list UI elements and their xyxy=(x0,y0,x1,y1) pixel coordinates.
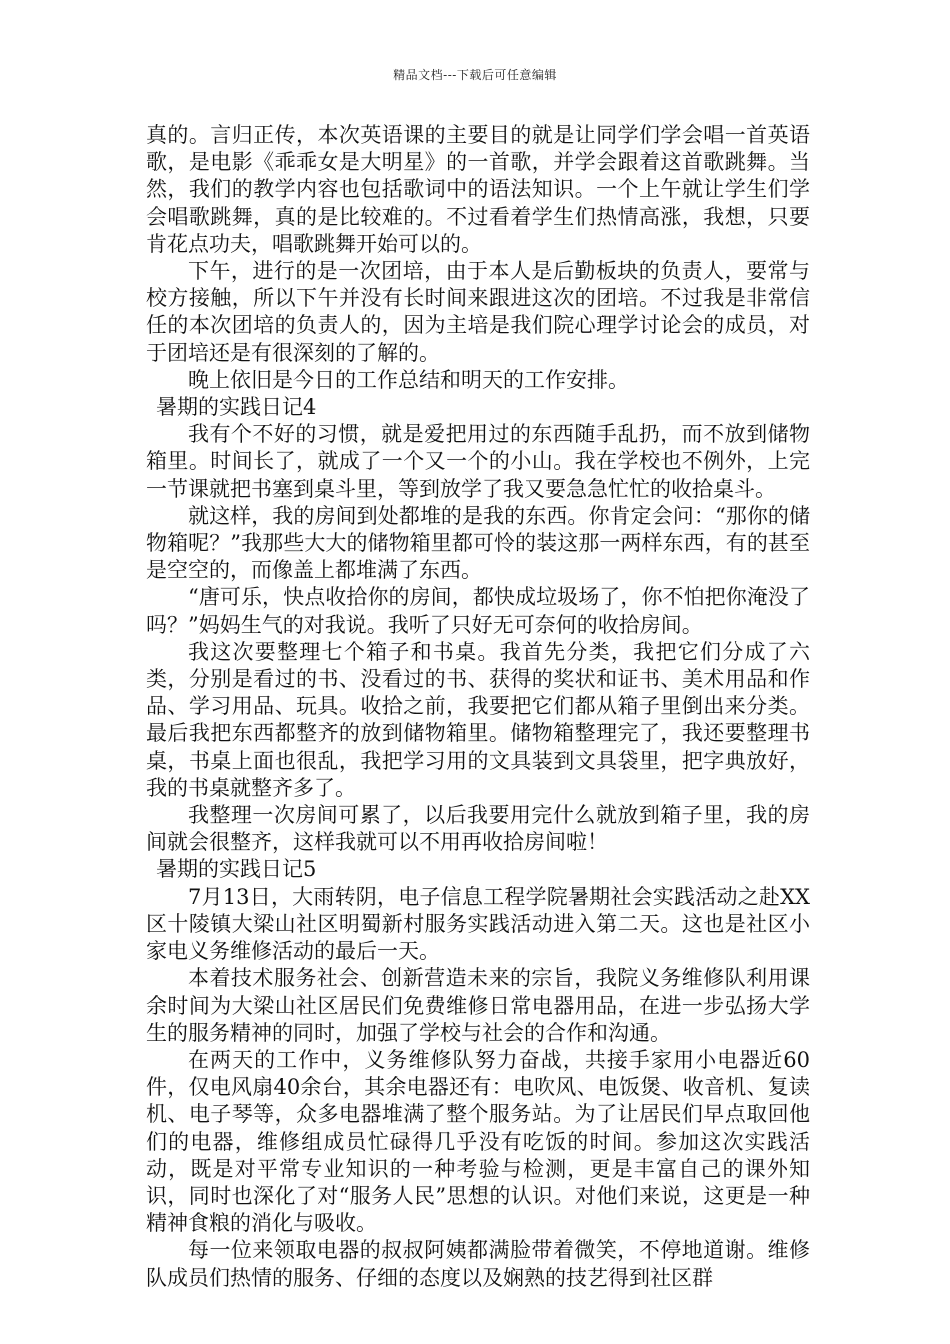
paragraph: 我这次要整理七个箱子和书桌。我首先分类，我把它们分成了六类，分别是看过的书、没看过的书、获得的奖状和证书、美术用品和作品、学习用品、玩具。收拾之前，我要把它们都从箱子里倒出来分类。最后我把东西都整齐的放到储物箱里。储物箱整理完了，我还要整理书桌，书桌上面也很乱，我把学习用的文具装到文具袋里，把字典放好，我的书桌就整齐多了。 xyxy=(146,639,810,800)
paragraph: 每一位来领取电器的叔叔阿姨都满脸带着微笑，不停地道谢。维修队成员们热情的服务、仔细的态度以及娴熟的技艺得到社区群 xyxy=(146,1238,810,1290)
paragraph: 7月13日，大雨转阴，电子信息工程学院暑期社会实践活动之赴XX区十陵镇大梁山社区明蜀新村服务实践活动进入第二天。这也是社区小家电义务维修活动的最后一天。 xyxy=(146,884,810,964)
paragraph: 在两天的工作中，义务维修队努力奋战，共接手家用小电器近60件，仅电风扇40余台，其余电器还有：电吹风、电饭煲、收音机、复读机、电子琴等，众多电器堆满了整个服务站。为了让居民们早点取回他们的电器，维修组成员忙碌得几乎没有吃饭的时间。参加这次实践活动，既是对平常专业知识的一种考验与检测，更是丰富自己的课外知识，同时也深化了对“服务人民”思想的认识。对他们来说，这更是一种精神食粮的消化与吸收。 xyxy=(146,1047,810,1236)
paragraph: 晚上依旧是今日的工作总结和明天的工作安排。 xyxy=(188,367,629,392)
document-body xyxy=(146,122,810,1292)
paragraph: “唐可乐，快点收拾你的房间，都快成垃圾场了，你不怕把你淹没了吗？”妈妈生气的对我说。我听了只好无可奈何的收拾房间。 xyxy=(146,585,810,637)
paragraph: 我有个不好的习惯，就是爱把用过的东西随手乱扔，而不放到储物箱里。时间长了，就成了一个又一个的小山。我在学校也不例外，上完一节课就把书塞到桌斗里，等到放学了我又要急急忙忙的收拾桌斗。 xyxy=(146,422,810,501)
paragraph: 我整理一次房间可累了，以后我要用完什么就放到箱子里，我的房间就会很整齐，这样我就可以不用再收拾房间啦！ xyxy=(146,803,810,855)
paragraph: 下午，进行的是一次团培，由于本人是后勤板块的负责人，要常与校方接触，所以下午并没有长时间来跟进这次的团培。不过我是非常信任的本次团培的负责人的，因为主培是我们院心理学讨论会的成员，对于团培还是有很深刻的了解的。 xyxy=(146,259,810,365)
paragraph: 真的。言归正传，本次英语课的主要目的就是让同学们学会唱一首英语歌，是电影《乖乖女是大明星》的一首歌，并学会跟着这首歌跳舞。当然，我们的教学内容也包括歌词中的语法知识。一个上午就让学生们学会唱歌跳舞，真的是比较难的。不过看着学生们热情高涨，我想，只要肯花点功夫，唱歌跳舞开始可以的。 xyxy=(146,123,810,256)
paragraph: 本着技术服务社会、创新营造未来的宗旨，我院义务维修队利用课余时间为大梁山社区居民们免费维修日常电器用品，在进一步弘扬大学生的服务精神的同时，加强了学校与社会的合作和沟通。 xyxy=(146,966,810,1045)
section-heading: 暑期的实践日记4 xyxy=(156,395,317,420)
paragraph: 就这样，我的房间到处都堆的是我的东西。你肯定会问：“那你的储物箱呢？”我那些大大的储物箱里都可怜的装这那一两样东西，有的甚至是空空的，而像盖上都堆满了东西。 xyxy=(146,503,810,583)
section-heading: 暑期的实践日记5 xyxy=(156,857,317,882)
page-header: 精品文档---下载后可任意编辑 xyxy=(393,68,557,82)
